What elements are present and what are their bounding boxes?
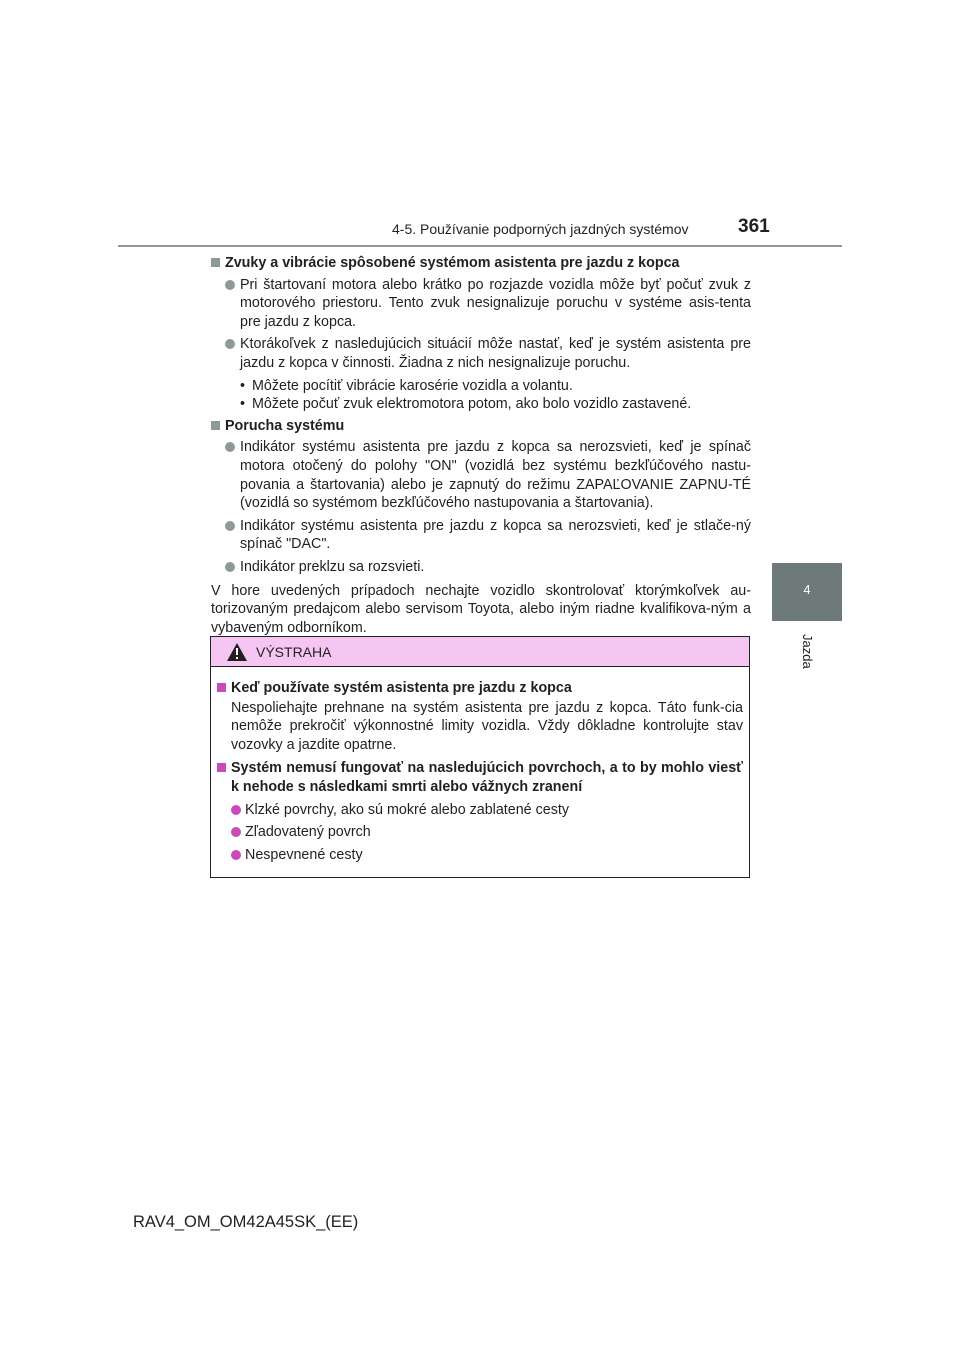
sub-item: • Môžete počuť zvuk elektromotora potom, ako bolo vozidlo zastavené. <box>240 396 692 413</box>
bullet-item: Pri štartovaní motora alebo krátko po rozjazde vozidla môže byť počuť zvuk z motorového priestoru. Tento zvuk nesignalizuje poruchu v systéme asis-tenta pre jazdu z kopca. <box>211 276 751 332</box>
circle-bullet-icon <box>225 280 235 290</box>
chapter-label: Jazda <box>800 634 815 669</box>
document-code: RAV4_OM_OM42A45SK_(EE) <box>133 1213 359 1231</box>
warning-heading: Systém nemusí fungovať na nasledujúcich povrchoch, a to by mohlo viesť k nehode s následkami smrti alebo vážnych zranení <box>217 759 743 796</box>
warning-bullet: Zľadovatený povrch <box>217 823 743 842</box>
warning-bullet: Klzké povrchy, ako sú mokré alebo zablatené cesty <box>217 801 743 820</box>
warning-bullet: Nespevnené cesty <box>217 846 743 865</box>
chapter-number: 4 <box>803 582 811 597</box>
service-paragraph: V hore uvedených prípadoch nechajte vozidlo skontrolovať ktorýmkoľvek au-torizovaným predajcom alebo servisom Toyota, alebo iným riadne kvalifikova-ným a vybaveným odborníkom. <box>211 582 751 636</box>
bullet-item: Indikátor systému asistenta pre jazdu z kopca sa nerozsvieti, keď je spínač motora otočený do polohy "ON" (vozidlá bez systému bezkľúčového nastu-povania a štartovania) alebo je zapnutý do režimu ZAPAĽOVANIE ZAPNU-TÉ (vozidlá so systémom bezkľúčového nastupovania a štartovania). <box>211 438 751 512</box>
bullet-item: Indikátor systému asistenta pre jazdu z kopca sa nerozsvieti, keď je stlače-ný spínač "DAC". <box>211 517 751 554</box>
circle-bullet-icon <box>231 827 241 837</box>
warning-text: Nespoliehajte prehnane na systém asistenta pre jazdu z kopca. Táto funk-cia nemôže prekročiť výkonnostné limity vozidla. Vždy dôkladne kontrolujte stav vozovky a jazdite opatrne. <box>231 699 743 753</box>
chapter-label-box <box>778 634 836 684</box>
section-heading: Zvuky a vibrácie spôsobené systémom asistenta pre jazdu z kopca <box>211 254 751 273</box>
bullet-item: Indikátor preklzu sa rozsvieti. <box>211 558 751 577</box>
small-dot-icon: • <box>240 377 246 394</box>
warning-heading: Keď používate systém asistenta pre jazdu z kopca <box>217 679 743 698</box>
warning-header <box>211 637 749 667</box>
warning-title: VÝSTRAHA <box>256 644 332 660</box>
section-heading: Porucha systému <box>211 417 751 436</box>
chapter-tab[interactable] <box>772 563 842 621</box>
square-bullet-icon <box>211 258 220 267</box>
bullet-item: Ktorákoľvek z nasledujúcich situácií môže nastať, keď je systém asistenta pre jazdu z kopca v činnosti. Žiadna z nich nesignalizuje poruchu. <box>211 335 751 372</box>
warning-triangle-icon <box>227 643 247 666</box>
sub-item: • Môžete pocítiť vibrácie karosérie vozidla a volantu. <box>240 377 573 394</box>
small-dot-icon: • <box>240 396 246 413</box>
square-bullet-icon <box>217 683 226 692</box>
circle-bullet-icon <box>225 521 235 531</box>
running-header: 4-5. Používanie podporných jazdných systémov <box>392 221 689 237</box>
circle-bullet-icon <box>231 805 241 815</box>
square-bullet-icon <box>217 763 226 772</box>
circle-bullet-icon <box>231 850 241 860</box>
page-number: 361 <box>738 216 770 237</box>
header-rule <box>118 245 842 247</box>
warning-box <box>210 636 750 878</box>
circle-bullet-icon <box>225 339 235 349</box>
warning-body <box>217 679 743 868</box>
square-bullet-icon <box>211 421 220 430</box>
page-content <box>211 254 751 637</box>
circle-bullet-icon <box>225 442 235 452</box>
circle-bullet-icon <box>225 562 235 572</box>
